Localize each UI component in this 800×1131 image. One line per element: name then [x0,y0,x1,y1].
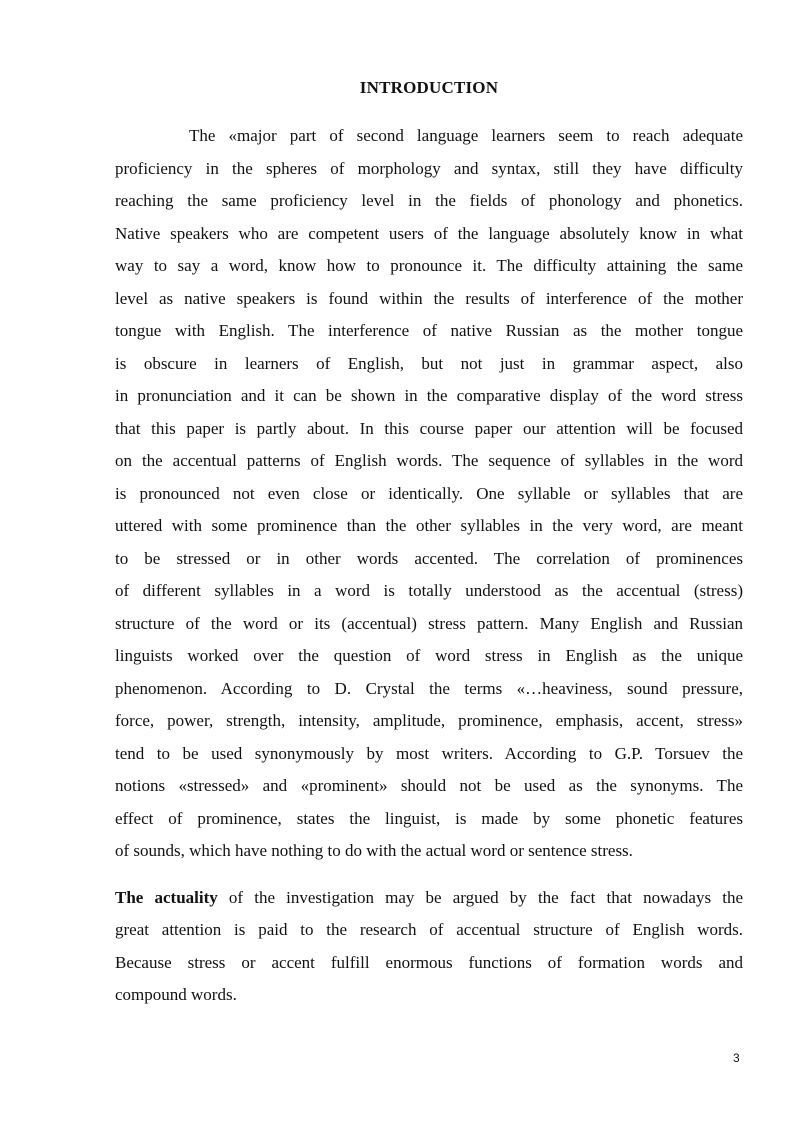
text-line: on the accentual patterns of English words. The sequence of syllables in the word [115,451,743,470]
text-line: to be stressed or in other words accented. The correlation of prominences [115,548,743,568]
text-line: tend to be used synonymously by most writers. According to G.P. Torsuev the [115,743,743,763]
text-line: notions «stressed» and «prominent» should not be used as the synonyms. The [115,776,743,795]
text-line: structure of the word or its (accentual) stress pattern. Many English and Russian [115,613,743,633]
text-line: The actuality of the investigation may be argued by the fact that nowadays the [115,887,744,907]
text-line: The «major part of second language learners seem to reach adequate [189,126,743,145]
text-line: proficiency in the spheres of morphology and syntax, still they have difficulty [115,158,743,178]
text-line: effect of prominence, states the linguist, is made by some phonetic features [115,808,743,828]
text-line: that this paper is partly about. In this course paper our attention will be focused [115,418,743,438]
text-line: uttered with some prominence than the other syllables in the very word, are meant [115,516,743,535]
text-line: tongue with English. The interference of native Russian as the mother tongue [115,321,743,340]
actuality-lead: The actuality [115,887,218,907]
text-line: reaching the same proficiency level in the fields of phonology and phonetics. [115,191,743,210]
page-number: 3 [733,1051,740,1065]
text-line: great attention is paid to the research of accentual structure of English words. [115,920,743,939]
page-title: INTRODUCTION [359,78,499,97]
body-text [115,120,743,1012]
text-line: compound words. [115,985,237,1004]
text-line: phenomenon. According to D. Crystal the terms «…heaviness, sound pressure, [115,678,743,698]
text-line: Native speakers who are competent users of the language absolutely know in what [115,223,743,243]
text-line: of different syllables in a word is totally understood as the accentual (stress) [115,581,743,600]
text-line: is pronounced not even close or identically. One syllable or syllables that are [115,483,743,503]
text-line: way to say a word, know how to pronounce it. The difficulty attaining the same [115,256,743,275]
text-line: in pronunciation and it can be shown in the comparative display of the word stress [115,386,743,405]
text-line: linguists worked over the question of word stress in English as the unique [115,646,743,665]
paragraph-actuality [115,882,743,1012]
text-line: Because stress or accent fulfill enormous functions of formation words and [115,952,743,972]
text-line: of sounds, which have nothing to do with the actual word or sentence stress. [115,841,633,860]
paragraph-introduction [115,120,743,868]
text-line: is obscure in learners of English, but not just in grammar aspect, also [115,353,743,373]
text-line: level as native speakers is found within the results of interference of the mother [115,288,743,308]
text-line: force, power, strength, intensity, amplitude, prominence, emphasis, accent, stress» [115,711,743,730]
